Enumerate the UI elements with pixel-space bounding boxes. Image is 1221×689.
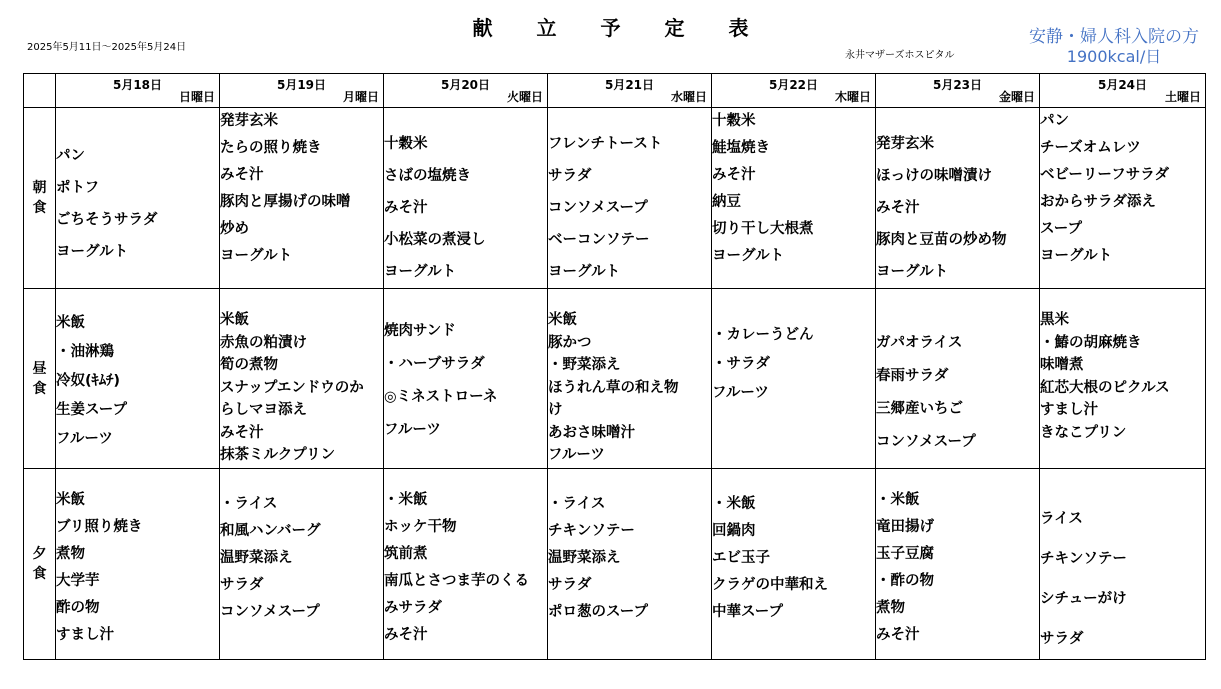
menu-cell xyxy=(56,108,220,289)
menu-item: すまし汁 xyxy=(1040,402,1098,418)
menu-item: ヨーグルト xyxy=(712,248,785,264)
menu-item: ・サラダ xyxy=(712,356,770,372)
menu-item: 三郷産いちご xyxy=(876,401,963,417)
menu-item: おからサラダ添え xyxy=(1040,194,1156,210)
day-weekday: 火曜日 xyxy=(506,90,543,104)
menu-item: クラゲの中華和え xyxy=(712,577,828,593)
meal-label-char: 食 xyxy=(32,200,47,216)
menu-item: 黒米 xyxy=(1040,312,1069,328)
date-range: 2025年5月11日～2025年5月24日 xyxy=(27,42,187,53)
menu-item: ポトフ xyxy=(56,180,100,196)
menu-item: さばの塩焼き xyxy=(384,168,471,184)
lunch-row xyxy=(24,289,1206,469)
day-weekday: 日曜日 xyxy=(178,90,215,104)
corner-cell xyxy=(24,74,56,108)
menu-item: ◎ミネストローネ xyxy=(384,389,498,405)
menu-item: ヨーグルト xyxy=(220,248,293,264)
menu-item: ライス xyxy=(1040,511,1083,527)
menu-item: ・米飯 xyxy=(712,496,756,512)
menu-item: みそ汁 xyxy=(220,424,264,441)
menu-item: ほうれん草の和え物 xyxy=(548,379,679,396)
menu-item: パン xyxy=(1040,113,1069,129)
menu-item: スープ xyxy=(1040,221,1083,237)
menu-cell xyxy=(876,469,1040,660)
day-header xyxy=(548,74,712,108)
menu-item: ・ハーブサラダ xyxy=(384,356,485,372)
menu-item: あおさ味噌汁 xyxy=(548,424,635,441)
menu-item: 南瓜とさつま芋のくる xyxy=(384,573,529,589)
day-date: 5月20日 xyxy=(440,78,491,92)
menu-item: みそ汁 xyxy=(220,167,264,183)
menu-item: 煮物 xyxy=(56,546,85,562)
menu-item: ブリ照り焼き xyxy=(56,519,143,535)
menu-item: たらの照り焼き xyxy=(220,140,322,156)
menu-item: ・鰆の胡麻焼き xyxy=(1040,334,1142,351)
menu-item: 発芽玄米 xyxy=(876,136,934,152)
breakfast-label xyxy=(24,108,56,289)
menu-item: 米飯 xyxy=(548,312,577,328)
day-header xyxy=(56,74,220,108)
menu-item: 温野菜添え xyxy=(548,550,621,566)
menu-item: ・カレーうどん xyxy=(712,327,814,343)
menu-cell xyxy=(548,108,712,289)
day-header xyxy=(876,74,1040,108)
menu-item: らしマヨ添え xyxy=(220,402,307,418)
menu-item: 切り干し大根煮 xyxy=(712,221,814,237)
menu-item: サラダ xyxy=(1040,631,1084,647)
menu-item: ・油淋鶏 xyxy=(56,344,114,360)
menu-item: みそ汁 xyxy=(876,627,920,643)
menu-item: 筍の煮物 xyxy=(220,357,278,373)
menu-cell xyxy=(384,289,548,469)
hospital-name: 永井マザーズホスピタル xyxy=(845,50,955,61)
dinner-label xyxy=(24,469,56,660)
menu-item: すまし汁 xyxy=(56,627,114,643)
menu-item: サラダ xyxy=(548,577,592,593)
menu-item: 豚肉と豆苗の炒め物 xyxy=(876,232,1007,248)
calorie-target: 1900kcal/日 xyxy=(1066,47,1162,66)
menu-item: 納豆 xyxy=(712,194,741,210)
menu-item: フルーツ xyxy=(548,447,605,463)
menu-cell xyxy=(220,108,384,289)
menu-item: 冷奴(ｷﾑﾁ) xyxy=(56,373,121,389)
day-header xyxy=(220,74,384,108)
menu-item: きなこプリン xyxy=(1040,424,1127,441)
day-weekday: 金曜日 xyxy=(998,90,1035,104)
menu-item: 十穀米 xyxy=(384,136,428,152)
day-date: 5月19日 xyxy=(276,78,327,92)
menu-item: サラダ xyxy=(220,577,264,593)
meal-label-char: 食 xyxy=(32,566,47,582)
menu-item: 生姜スープ xyxy=(56,402,128,418)
menu-cell xyxy=(220,289,384,469)
menu-item: スナップエンドウのか xyxy=(220,379,364,396)
day-weekday: 木曜日 xyxy=(834,90,871,104)
menu-item: みそ汁 xyxy=(712,167,756,183)
menu-item: 鮭塩焼き xyxy=(712,140,770,156)
day-date: 5月22日 xyxy=(768,78,819,92)
menu-item: エビ玉子 xyxy=(712,550,770,566)
menu-item: ヨーグルト xyxy=(876,264,949,280)
menu-item: け xyxy=(548,402,563,418)
menu-item: チキンソテー xyxy=(1040,551,1127,567)
menu-item: 大学芋 xyxy=(56,573,100,589)
menu-cell xyxy=(1040,469,1206,660)
meal-label-char: 食 xyxy=(32,380,47,397)
menu-item: 竜田揚げ xyxy=(876,519,934,535)
menu-item: フレンチトースト xyxy=(548,136,663,152)
menu-item: チーズオムレツ xyxy=(1040,140,1141,156)
menu-item: 味噌煮 xyxy=(1040,357,1084,373)
menu-item: 筑前煮 xyxy=(384,546,428,562)
menu-cell xyxy=(384,469,548,660)
day-weekday: 水曜日 xyxy=(670,90,707,104)
menu-item: 赤魚の粕漬け xyxy=(220,334,307,351)
menu-item: コンソメスープ xyxy=(548,200,648,216)
menu-item: ヨーグルト xyxy=(384,264,457,280)
meal-label-char: 昼 xyxy=(32,360,47,377)
menu-item: ベーコンソテー xyxy=(548,232,650,248)
menu-item: 玉子豆腐 xyxy=(876,546,934,562)
menu-cell xyxy=(712,289,876,469)
menu-item: ヨーグルト xyxy=(548,264,621,280)
page-title: 献立予定表 xyxy=(472,16,793,40)
day-weekday: 月曜日 xyxy=(342,90,379,104)
diet-type: 安静・婦人科入院の方 xyxy=(1029,27,1199,47)
menu-item: コンソメスープ xyxy=(220,604,320,620)
menu-item: ・ライス xyxy=(220,496,278,512)
day-header xyxy=(1040,74,1206,108)
menu-item: ・米飯 xyxy=(384,492,428,508)
menu-cell xyxy=(384,108,548,289)
menu-cell xyxy=(1040,289,1206,469)
day-date: 5月23日 xyxy=(932,78,983,92)
menu-cell xyxy=(56,289,220,469)
menu-cell xyxy=(548,289,712,469)
menu-item: 焼肉サンド xyxy=(384,323,456,339)
menu-cell xyxy=(548,469,712,660)
day-date: 5月18日 xyxy=(112,78,163,92)
menu-item: ・米飯 xyxy=(876,492,920,508)
menu-cell xyxy=(56,469,220,660)
meal-label-char: 朝 xyxy=(32,180,47,196)
menu-item: みそ汁 xyxy=(876,200,920,216)
menu-item: 回鍋肉 xyxy=(712,523,756,539)
menu-item: ヨーグルト xyxy=(56,244,129,260)
menu-item: 米飯 xyxy=(56,315,85,331)
menu-item: ・酢の物 xyxy=(876,573,934,589)
menu-cell xyxy=(876,108,1040,289)
day-header xyxy=(384,74,548,108)
menu-item: シチューがけ xyxy=(1040,591,1127,607)
breakfast-row xyxy=(24,108,1206,289)
menu-cell xyxy=(712,469,876,660)
menu-item: 米飯 xyxy=(220,312,249,328)
menu-item: ホッケ干物 xyxy=(384,519,457,535)
menu-item: みサラダ xyxy=(384,600,442,616)
menu-item: 煮物 xyxy=(876,600,905,616)
meal-label-char: 夕 xyxy=(32,546,47,562)
menu-item: サラダ xyxy=(548,168,592,184)
lunch-label xyxy=(24,289,56,469)
menu-item: 和風ハンバーグ xyxy=(220,523,321,539)
day-date: 5月21日 xyxy=(604,78,655,92)
menu-table xyxy=(23,73,1206,660)
menu-item: みそ汁 xyxy=(384,627,428,643)
menu-item: 豚かつ xyxy=(548,334,592,351)
diet-info xyxy=(1029,27,1199,67)
menu-item xyxy=(56,108,219,140)
menu-cell xyxy=(1040,108,1206,289)
menu-cell xyxy=(876,289,1040,469)
menu-item: 炒め xyxy=(220,221,249,237)
menu-item: フルーツ xyxy=(56,431,113,447)
menu-item: フルーツ xyxy=(712,385,769,401)
day-weekday: 土曜日 xyxy=(1164,90,1201,104)
day-date: 5月24日 xyxy=(1097,78,1148,92)
menu-item: 紅芯大根のピクルス xyxy=(1040,379,1170,396)
menu-item: 春雨サラダ xyxy=(876,368,949,384)
menu-item: ガパオライス xyxy=(876,335,963,351)
menu-item: 抹茶ミルクプリン xyxy=(220,447,336,463)
menu-item: みそ汁 xyxy=(384,200,428,216)
menu-item: コンソメスープ xyxy=(876,434,976,450)
menu-item: 酢の物 xyxy=(56,600,100,616)
menu-item: 十穀米 xyxy=(712,113,756,129)
menu-item: ごちそうサラダ xyxy=(56,212,158,228)
day-header xyxy=(712,74,876,108)
menu-item: ポロ葱のスープ xyxy=(548,604,649,620)
menu-item: ほっけの味噌漬け xyxy=(876,168,992,184)
menu-item: 豚肉と厚揚げの味噌 xyxy=(220,194,351,210)
menu-item: ヨーグルト xyxy=(1040,248,1113,264)
menu-item: ・ライス xyxy=(548,496,606,512)
menu-item: 中華スープ xyxy=(712,604,784,620)
day-header-row xyxy=(24,74,1206,108)
menu-item: 米飯 xyxy=(56,492,85,508)
menu-item: 発芽玄米 xyxy=(220,113,278,129)
menu-cell xyxy=(712,108,876,289)
menu-item: ベビーリーフサラダ xyxy=(1040,167,1170,183)
menu-item: ・野菜添え xyxy=(548,357,621,373)
menu-cell xyxy=(220,469,384,660)
menu-item: フルーツ xyxy=(384,422,441,438)
menu-item: チキンソテー xyxy=(548,523,635,539)
menu-item: 温野菜添え xyxy=(220,550,293,566)
menu-item: パン xyxy=(56,148,85,164)
dinner-row xyxy=(24,469,1206,660)
menu-item: 小松菜の煮浸し xyxy=(384,232,486,248)
